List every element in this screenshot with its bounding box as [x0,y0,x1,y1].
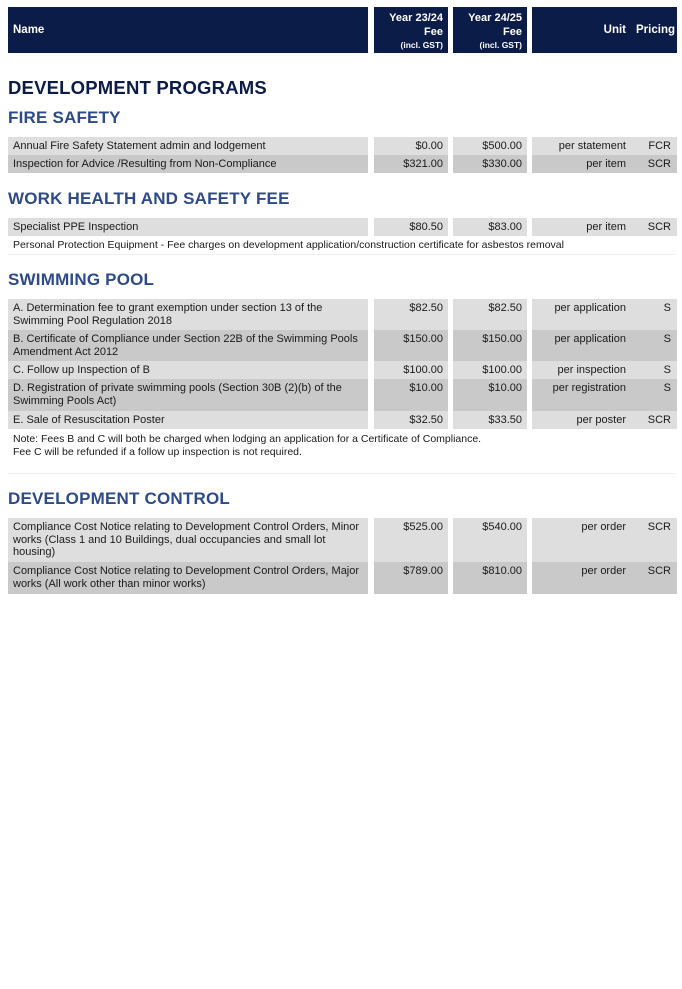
row-unit: per order [532,562,632,594]
header-unit: Unit [532,7,632,53]
row-fee-2425: $33.50 [453,411,527,429]
table-header [0,7,682,53]
pool-heading: SWIMMING POOL [8,270,155,289]
row-pricing: S [632,299,677,330]
row-unit: per application [532,299,632,330]
table-row [0,330,682,361]
fire-safety-heading: FIRE SAFETY [8,108,121,127]
pool-note [8,433,676,474]
whs-heading: WORK HEALTH AND SAFETY FEE [8,189,290,208]
row-pricing: S [632,361,677,379]
header-fee-2324-gst: (incl. GST) [400,40,443,50]
row-name: C. Follow up Inspection of B [8,361,368,379]
row-name: E. Sale of Resuscitation Poster [8,411,368,429]
row-fee-2324: $32.50 [374,411,448,429]
row-unit: per statement [532,137,632,155]
row-fee-2324: $789.00 [374,562,448,594]
row-unit: per item [532,155,632,173]
row-fee-2425: $82.50 [453,299,527,330]
header-pricing: Pricing [632,7,677,53]
header-fee-2324 [374,7,448,53]
row-name: B. Certificate of Compliance under Section 22B of the Swimming Pools Amendment Act 2012 [8,330,368,361]
table-row [0,155,682,173]
row-unit: per order [532,518,632,562]
header-fee-2425-year: Year 24/25 [468,12,522,24]
row-fee-2324: $100.00 [374,361,448,379]
dev-control-heading: DEVELOPMENT CONTROL [8,489,230,508]
row-unit: per registration [532,379,632,411]
pool-note-line-1: Note: Fees B and C will both be charged when lodging an application for a Certificate of Compliance. [13,433,482,445]
table-row [0,518,682,562]
row-fee-2324: $150.00 [374,330,448,361]
table-row [0,562,682,594]
row-pricing: S [632,379,677,411]
row-unit: per item [532,218,632,236]
pool-note-line-2: Fee C will be refunded if a follow up inspection is not required. [13,445,302,458]
row-fee-2425: $500.00 [453,137,527,155]
row-name: A. Determination fee to grant exemption under section 13 of the Swimming Pool Regulation 2018 [8,299,368,330]
row-fee-2425: $100.00 [453,361,527,379]
table-row [0,137,682,155]
table-row [0,299,682,330]
row-name: D. Registration of private swimming pools (Section 30B (2)(b) of the Swimming Pools Act) [8,379,368,411]
row-fee-2324: $525.00 [374,518,448,562]
row-unit: per application [532,330,632,361]
row-pricing: SCR [632,518,677,562]
row-unit: per inspection [532,361,632,379]
row-fee-2425: $540.00 [453,518,527,562]
row-fee-2425: $83.00 [453,218,527,236]
section-title: DEVELOPMENT PROGRAMS [8,77,267,98]
row-name: Annual Fire Safety Statement admin and lodgement [8,137,368,155]
row-name: Compliance Cost Notice relating to Development Control Orders, Major works (All work other than minor works) [8,562,368,594]
row-name: Specialist PPE Inspection [8,218,368,236]
table-row [0,361,682,379]
header-fee-2324-year: Year 23/24 [389,12,443,24]
row-fee-2324: $0.00 [374,137,448,155]
row-fee-2324: $321.00 [374,155,448,173]
header-fee-2324-fee: Fee [424,26,443,38]
whs-note: Personal Protection Equipment - Fee charges on development application/construction certificate for asbestos removal [8,239,676,255]
row-name: Inspection for Advice /Resulting from Non-Compliance [8,155,368,173]
row-pricing: SCR [632,411,677,429]
row-fee-2324: $80.50 [374,218,448,236]
row-pricing: SCR [632,218,677,236]
table-row [0,218,682,236]
header-name: Name [8,7,368,53]
row-pricing: FCR [632,137,677,155]
row-fee-2425: $150.00 [453,330,527,361]
row-pricing: S [632,330,677,361]
row-unit: per poster [532,411,632,429]
row-name: Compliance Cost Notice relating to Development Control Orders, Minor works (Class 1 and 10 Buildings, dual occupancies and small lot housing) [8,518,368,562]
row-pricing: SCR [632,155,677,173]
row-pricing: SCR [632,562,677,594]
table-row [0,411,682,429]
row-fee-2425: $810.00 [453,562,527,594]
table-row [0,379,682,411]
header-fee-2425-fee: Fee [503,26,522,38]
header-fee-2425-gst: (incl. GST) [479,40,522,50]
row-fee-2324: $82.50 [374,299,448,330]
row-fee-2425: $330.00 [453,155,527,173]
row-fee-2425: $10.00 [453,379,527,411]
row-fee-2324: $10.00 [374,379,448,411]
header-fee-2425 [453,7,527,53]
